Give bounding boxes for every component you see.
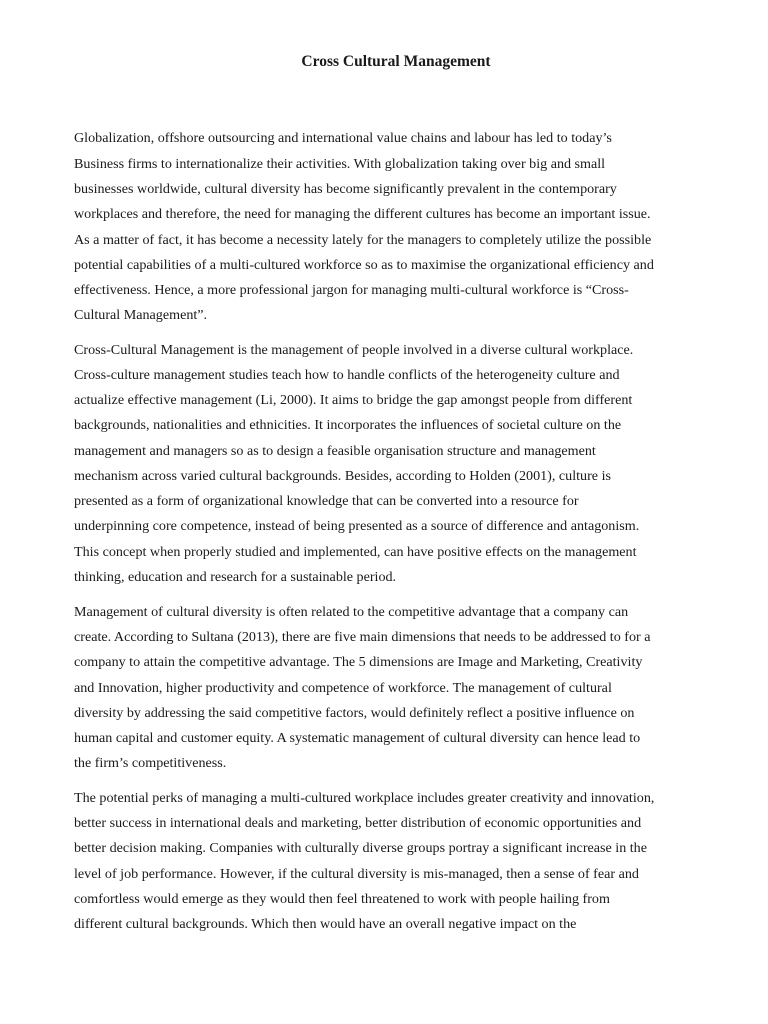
paragraph-line: Globalization, offshore outsourcing and international value chains and labour has led to today’s — [74, 130, 612, 146]
paragraph-line: level of job performance. However, if the cultural diversity is mis-managed, then a sense of fear and — [74, 866, 639, 882]
paragraph-line: This concept when properly studied and implemented, can have positive effects on the management — [74, 544, 637, 560]
paragraph-line: As a matter of fact, it has become a necessity lately for the managers to completely utilize the possible — [74, 232, 652, 248]
paragraph-line: management and managers so as to design a feasible organisation structure and management — [74, 443, 596, 459]
paragraph-line: Cultural Management”. — [74, 307, 208, 323]
paragraph-line: company to attain the competitive advantage. The 5 dimensions are Image and Marketing, Creativity — [74, 654, 643, 670]
paragraph-line: human capital and customer equity. A systematic management of cultural diversity can hence lead to — [74, 730, 641, 746]
paragraph-line: mechanism across varied cultural backgrounds. Besides, according to Holden (2001), culture is — [74, 468, 611, 484]
paragraph-line: Business firms to internationalize their activities. With globalization taking over big and small — [74, 156, 606, 172]
paragraph-line: better decision making. Companies with culturally diverse groups portray a significant increase in the — [74, 840, 647, 856]
paragraph-line: actualize effective management (Li, 2000). It aims to bridge the gap amongst people from different — [74, 392, 633, 408]
paragraph-line: better success in international deals and marketing, better distribution of economic opportunities and — [74, 815, 642, 831]
paragraph-line: Cross-culture management studies teach how to handle conflicts of the heterogeneity culture and — [74, 367, 620, 383]
paragraph-line: potential capabilities of a multi-cultured workforce so as to maximise the organizational efficiency and — [74, 257, 654, 273]
paragraph-line: workplaces and therefore, the need for managing the different cultures has become an important issue. — [74, 206, 651, 222]
paragraph-line: businesses worldwide, cultural diversity has become significantly prevalent in the contemporary — [74, 181, 617, 197]
paragraph-line: underpinning core competence, instead of being presented as a source of difference and antagonism. — [74, 518, 640, 534]
document-title: Cross Cultural Management — [301, 53, 491, 70]
paragraph-line: thinking, education and research for a sustainable period. — [74, 569, 397, 585]
paragraph-line: different cultural backgrounds. Which then would have an overall negative impact on the — [74, 916, 577, 932]
paragraph-line: diversity by addressing the said competitive factors, would definitely reflect a positive influence on — [74, 705, 635, 721]
paragraph-line: comfortless would emerge as they would then feel threatened to work with people hailing from — [74, 891, 610, 907]
paragraph-line: presented as a form of organizational knowledge that can be converted into a resource for — [74, 493, 579, 509]
paragraph-line: Management of cultural diversity is often related to the competitive advantage that a company can — [74, 604, 629, 620]
paragraph-line: create. According to Sultana (2013), there are five main dimensions that needs to be addressed to for a — [74, 629, 651, 645]
paragraph-line: and Innovation, higher productivity and competence of workforce. The management of cultural — [74, 680, 612, 696]
paragraph-line: backgrounds, nationalities and ethnicities. It incorporates the influences of societal culture on the — [74, 417, 622, 433]
paragraph-line: The potential perks of managing a multi-cultured workplace includes greater creativity and innovation, — [74, 790, 655, 806]
paragraph-line: the firm’s competitiveness. — [74, 755, 227, 771]
paragraph-line: Cross-Cultural Management is the management of people involved in a diverse cultural workplace. — [74, 342, 634, 358]
paragraph-line: effectiveness. Hence, a more professional jargon for managing multi-cultural workforce is “Cross- — [74, 282, 629, 298]
